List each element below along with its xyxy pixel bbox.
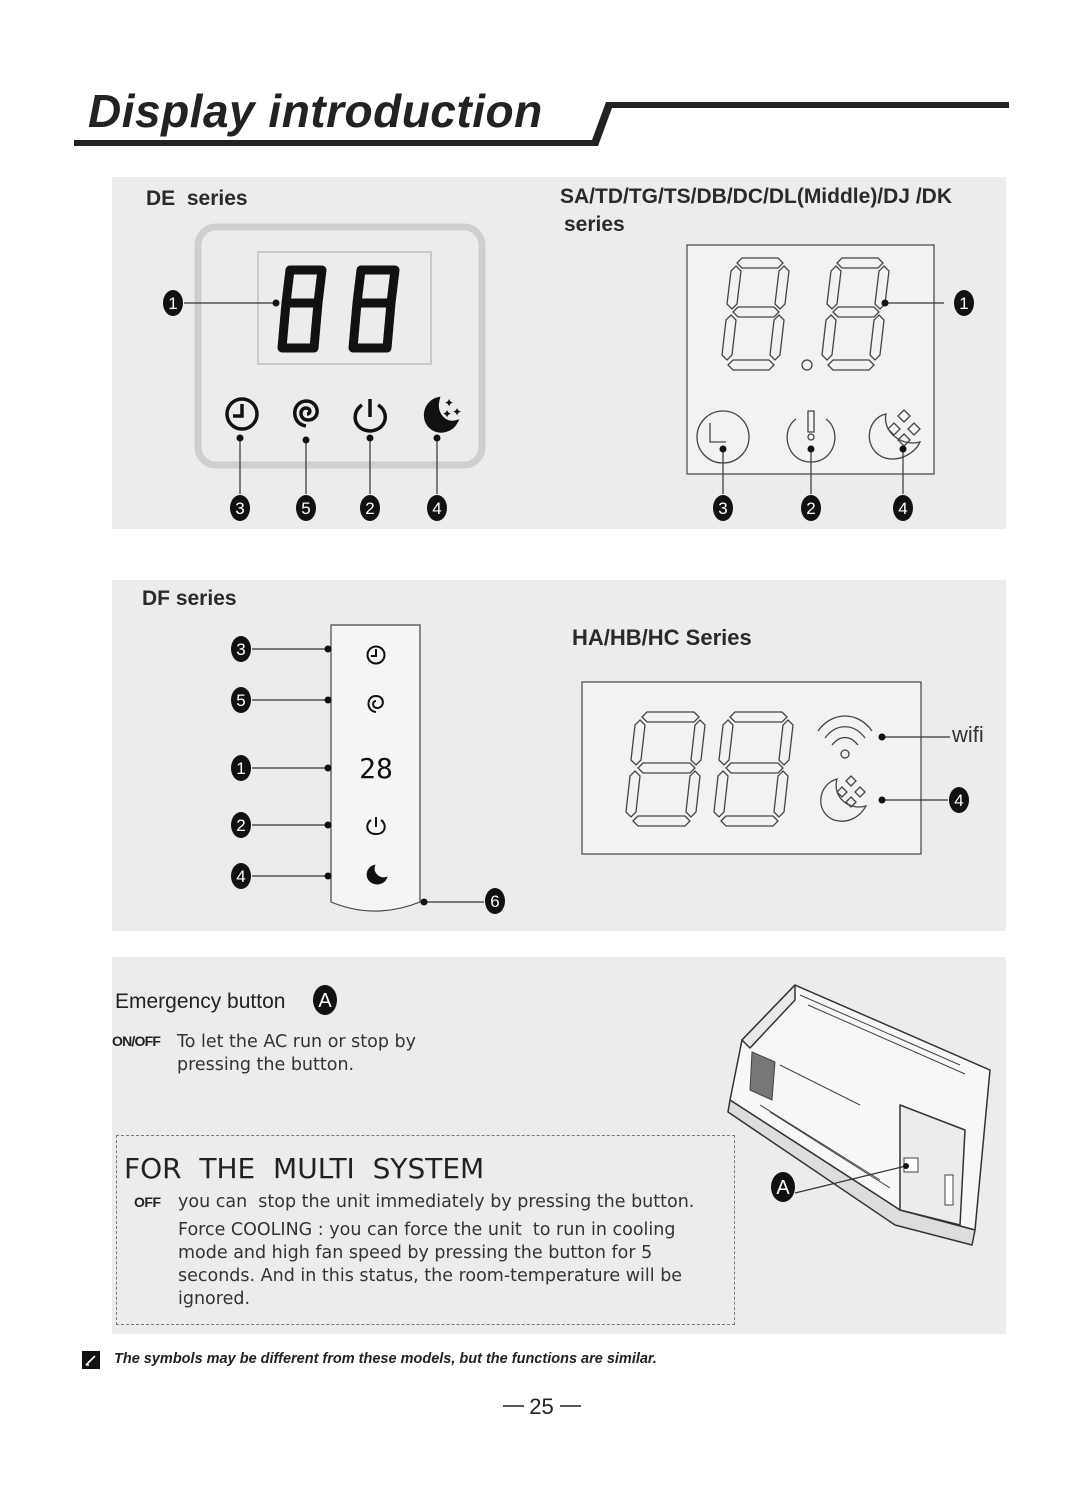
svg-text:1: 1 xyxy=(236,759,246,778)
svg-text:5: 5 xyxy=(301,499,311,518)
force-text-4: ignored. xyxy=(178,1289,251,1309)
emergency-title: Emergency button xyxy=(115,990,286,1013)
multi-system-title: FOR THE MULTI SYSTEM xyxy=(124,1152,485,1185)
page-title: Display introduction xyxy=(88,85,543,137)
svg-text:✦: ✦ xyxy=(442,407,453,421)
svg-text:✦: ✦ xyxy=(444,396,455,410)
svg-text:4: 4 xyxy=(898,499,908,518)
svg-text:3: 3 xyxy=(718,499,728,518)
svg-text:1: 1 xyxy=(959,294,969,313)
force-text-2: mode and high fan speed by pressing the button for 5 xyxy=(178,1243,653,1263)
de-series-label: DE series xyxy=(146,187,248,210)
svg-text:4: 4 xyxy=(236,867,246,886)
svg-text:5: 5 xyxy=(236,691,246,710)
svg-text:6: 6 xyxy=(490,892,500,911)
svg-text:4: 4 xyxy=(432,499,442,518)
svg-text:A: A xyxy=(776,1177,790,1199)
ha-series-label: HA/HB/HC Series xyxy=(572,625,752,650)
off-text: you can stop the unit immediately by pressing the button. xyxy=(178,1192,695,1212)
svg-text:3: 3 xyxy=(236,640,246,659)
svg-text:1: 1 xyxy=(168,294,178,313)
emergency-text-2: pressing the button. xyxy=(177,1055,355,1075)
svg-text:3: 3 xyxy=(235,499,245,518)
svg-text:✦: ✦ xyxy=(452,405,463,419)
force-text-3: seconds. And in this status, the room-temperature will be xyxy=(178,1266,683,1286)
svg-text:A: A xyxy=(318,990,332,1012)
svg-text:2: 2 xyxy=(365,499,375,518)
wifi-label: wifi xyxy=(952,722,984,747)
page-number: 25 xyxy=(529,1394,554,1419)
sa-series-label: SA/TD/TG/TS/DB/DC/DL(Middle)/DJ /DK xyxy=(560,185,952,208)
svg-text:4: 4 xyxy=(954,791,964,810)
sa-series-label-2: series xyxy=(564,213,625,236)
svg-text:2: 2 xyxy=(806,499,816,518)
svg-text:2: 2 xyxy=(236,816,246,835)
emergency-text-1: To let the AC run or stop by xyxy=(177,1032,416,1052)
footnote: The symbols may be different from these models, but the functions are similar. xyxy=(114,1351,657,1367)
off-label: OFF xyxy=(134,1194,161,1210)
df-series-label: DF series xyxy=(142,587,237,610)
onoff-label: ON/OFF xyxy=(112,1033,161,1049)
unit-callout-badge xyxy=(770,1171,796,1203)
df-digit-display: 28 xyxy=(359,752,393,785)
force-text-1: Force COOLING : you can force the unit to run in cooling xyxy=(178,1220,676,1240)
note-icon xyxy=(82,1351,100,1369)
